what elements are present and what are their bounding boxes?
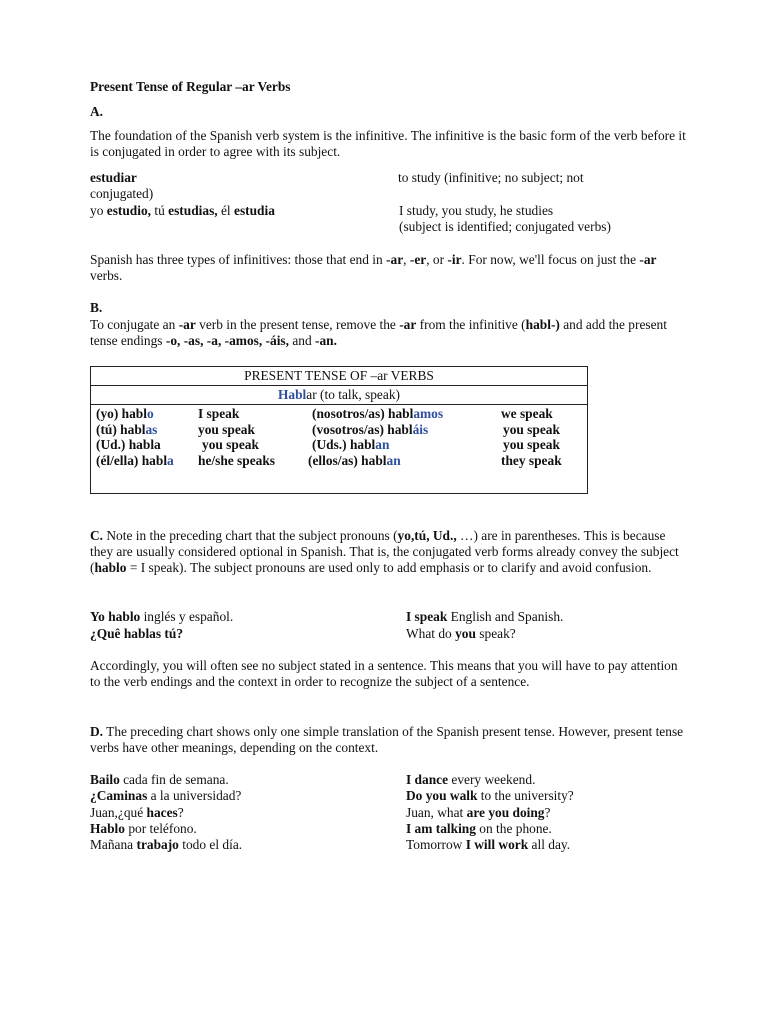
conjugation-form: (yo) hablo — [96, 406, 154, 421]
example-conjugated-translation-line2: (subject is identified; conjugated verbs) — [399, 219, 611, 234]
example-english: I am talking on the phone. — [406, 820, 552, 836]
example-yo-hablo-translation: I speak English and Spanish. — [406, 609, 564, 624]
example-yo-hablo: Yo hablo inglés y español. — [90, 609, 234, 624]
section-a-intro: The foundation of the Spanish verb system is the infinitive. The infinitive is the basic form of the verb before it is conjugated in order to agree with its subject. — [90, 128, 686, 159]
example-estudiar: estudiar — [90, 170, 137, 185]
conjugation-form: (tú) hablas — [96, 421, 158, 437]
conjugation-translation: you speak — [198, 421, 255, 437]
example-que-hablas-translation: What do you speak? — [406, 626, 516, 641]
conjugation-form: (él/ella) habla — [96, 452, 174, 468]
example-conjugated: yo estudio, tú estudias, él estudia — [90, 203, 275, 218]
section-c-paragraph: C. Note in the preceding chart that the subject pronouns (yo,tú, Ud., …) are in parentheses. This is because they are usually considered optional in Spanish. That is, the conjugated verb forms already convey the subject (hablo = I speak). The subject pronouns are used only to add emphasis or to clarify and avoid confusion. — [90, 528, 679, 575]
infinitive-types-paragraph: Spanish has three types of infinitives: those that end in -ar, -er, or -ir. For now, we'll focus on just the -ar verbs. — [90, 252, 657, 283]
table-divider — [91, 385, 587, 386]
example-estudiar-translation-line2: conjugated) — [90, 186, 154, 201]
example-english: Do you walk to the university? — [406, 788, 574, 804]
example-que-hablas: ¿Quê hablas tú? — [90, 626, 184, 641]
example-english: I dance every weekend. — [406, 772, 536, 787]
table-divider — [91, 404, 587, 405]
conjugation-translation: you speak — [503, 421, 560, 437]
example-spanish: Bailo cada fin de semana. — [90, 772, 229, 787]
table-row — [91, 422, 587, 438]
example-spanish: Hablo por teléfono. — [90, 820, 197, 836]
conjugation-translation: you speak — [503, 437, 560, 452]
section-d-paragraph: D. The preceding chart shows only one simple translation of the Spanish present tense. However, present tense verbs have other meanings, depending on the context. — [90, 724, 684, 755]
conjugation-form: (ellos/as) hablan — [308, 452, 401, 468]
example-conjugated-translation-line1: I study, you study, he studies — [399, 203, 554, 218]
section-c-paragraph-2: Accordingly, you will often see no subject stated in a sentence. This means that you will have to pay attention to the verb endings and the context in order to recognize the subject of a sentence. — [90, 658, 678, 689]
page-title: Present Tense of Regular –ar Verbs — [90, 79, 291, 94]
table-row — [91, 437, 587, 453]
example-spanish: Juan,¿qué haces? — [90, 804, 184, 820]
table-header: PRESENT TENSE OF –ar VERBS — [244, 368, 434, 383]
conjugation-form: (vosotros/as) habláis — [312, 421, 429, 437]
table-subheader: Hablar (to talk, speak) — [278, 387, 400, 402]
section-b-label: B. — [90, 300, 103, 315]
conjugation-translation: I speak — [198, 406, 240, 421]
table-row — [91, 453, 587, 469]
example-english: Juan, what are you doing? — [406, 804, 551, 820]
section-a-label: A. — [90, 104, 104, 119]
example-spanish: ¿Caminas a la universidad? — [90, 788, 242, 804]
table-row — [91, 406, 587, 422]
conjugation-form: (Ud.) habla — [96, 437, 161, 452]
conjugation-translation: they speak — [501, 452, 562, 468]
conjugation-form: (nosotros/as) hablamos — [312, 406, 444, 421]
conjugation-table — [90, 366, 588, 494]
example-spanish: Mañana trabajo todo el día. — [90, 837, 243, 853]
conjugation-translation: you speak — [202, 437, 259, 452]
example-english: Tomorrow I will work all day. — [406, 837, 571, 853]
section-b-paragraph: To conjugate an -ar verb in the present tense, remove the -ar from the infinitive (habl-) and add the present tense endings -o, -as, -a, -amos, -áis, and -an. — [90, 317, 667, 348]
example-estudiar-translation-line1: to study (infinitive; no subject; not — [398, 170, 584, 185]
conjugation-translation: we speak — [501, 406, 553, 421]
conjugation-translation: he/she speaks — [198, 452, 276, 468]
conjugation-form: (Uds.) hablan — [312, 437, 390, 452]
